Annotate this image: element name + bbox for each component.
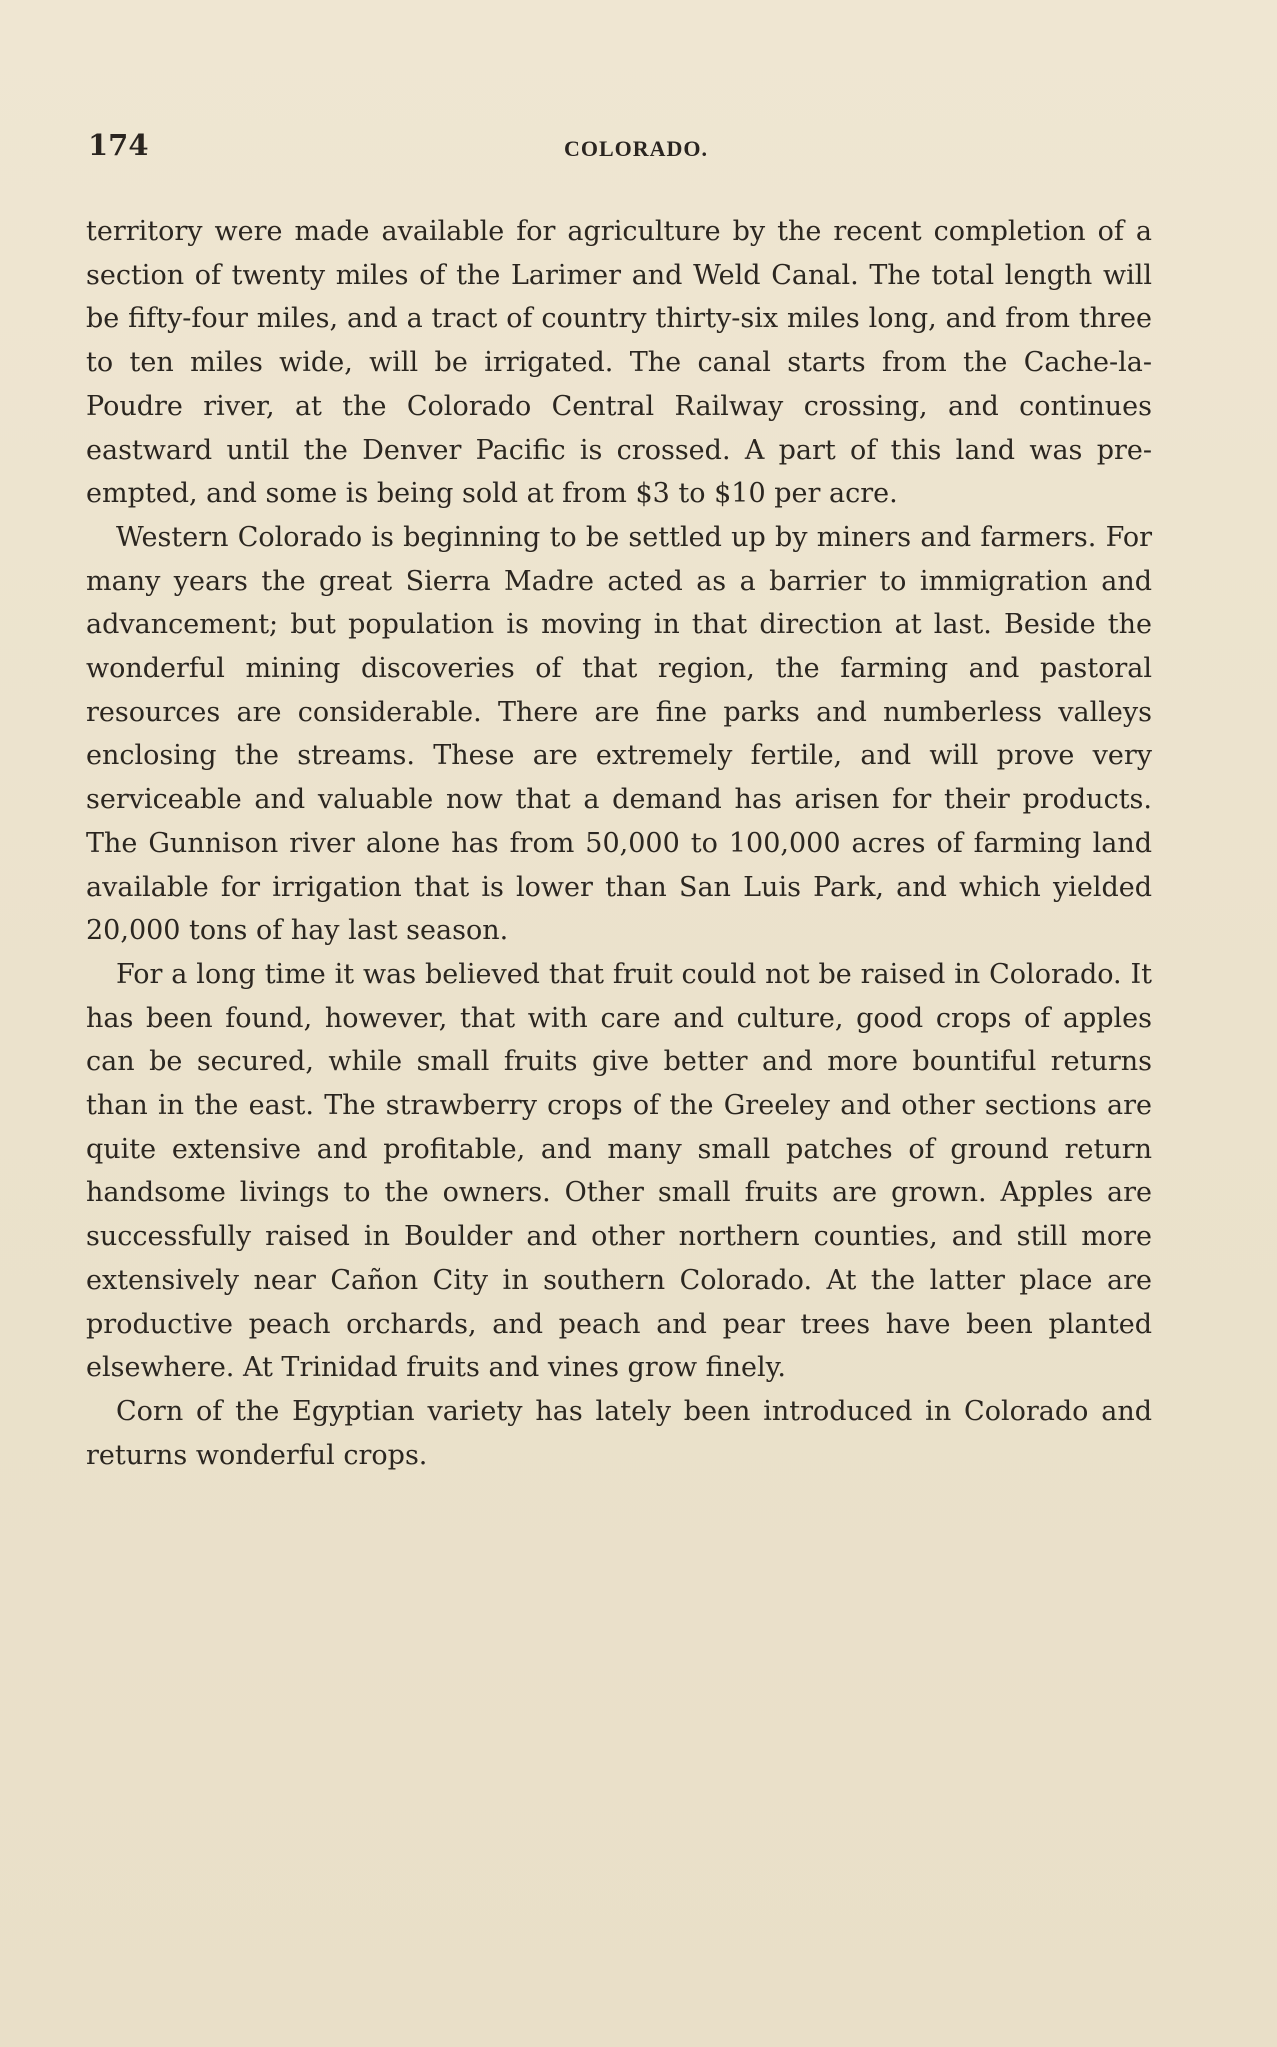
page-number: 174 <box>88 128 149 162</box>
paragraph-fruit: For a long time it was believed that fruit could not be raised in Colorado. It has been found, however, that with care and culture, good crops of apples can be secured, while small fruits give better and more bountiful returns than in the east. The strawberry crops of the Greeley and other sections are quite extensive and profitable, and many small patches of ground return handsome livings to the owners. Other small fruits are grown. Apples are successfully raised in Boulder and other northern counties, and still more extensively near Cañon City in southern Colorado. At the latter place are productive peach orchards, and peach and pear trees have been planted elsewhere. At Trinidad fruits and vines grow finely. <box>86 958 1152 1384</box>
page-header <box>88 128 1152 168</box>
running-title: COLORADO. <box>563 136 709 161</box>
paragraph-corn: Corn of the Egyptian variety has lately been introduced in Colorado and returns wonderful crops. <box>86 1395 1152 1471</box>
body-text <box>86 210 1152 1477</box>
paragraph-continuation: territory were made available for agriculture by the recent completion of a section of twenty miles of the Larimer and Weld Canal. The total length will be fifty-four miles, and a tract of country thirty-six miles long, and from three to ten miles wide, will be irrigated. The canal starts from the Cache-la-Poudre river, at the Colorado Central Railway crossing, and continues eastward until the Denver Pacific is crossed. A part of this land was pre-empted, and some is being sold at from $3 to $10 per acre. <box>86 216 1152 510</box>
paragraph-western-colorado: Western Colorado is beginning to be settled up by miners and farmers. For many years the great Sierra Madre acted as a barrier to immigration and advancement; but population is moving in that direction at last. Beside the wonderful mining discoveries of that region, the farming and pastoral resources are considerable. There are fine parks and numberless valleys enclosing the streams. These are extremely fertile, and will prove very serviceable and valuable now that a demand has arisen for their products. The Gunnison river alone has from 50,000 to 100,000 acres of farming land available for irrigation that is lower than San Luis Park, and which yielded 20,000 tons of hay last season. <box>86 521 1152 947</box>
